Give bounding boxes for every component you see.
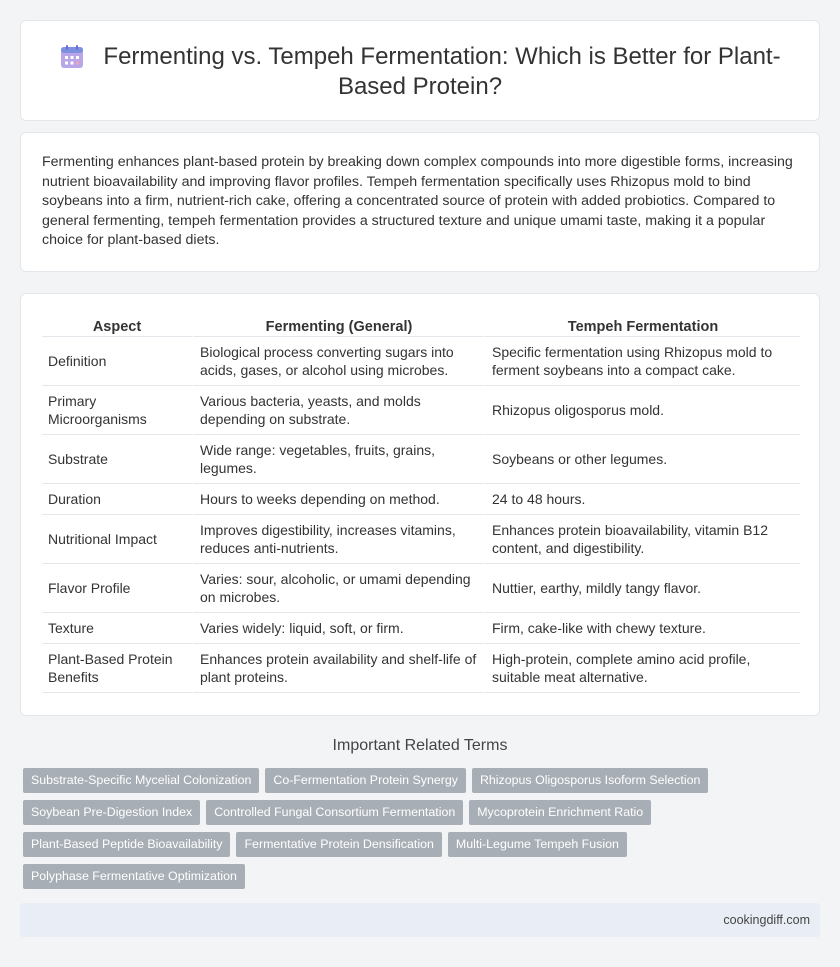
row-fermenting: Improves digestibility, increases vitamins, reduces anti-nutrients. [192,515,484,564]
comparison-card [20,293,820,716]
table-row [42,613,800,644]
row-fermenting: Enhances protein availability and shelf-life of plant proteins. [192,644,484,693]
row-tempeh: Firm, cake-like with chewy texture. [484,613,800,644]
row-aspect: Texture [42,613,192,644]
table-row [42,435,800,484]
related-term-tag[interactable]: Plant-Based Peptide Bioavailability [23,832,230,857]
header-card [20,20,820,121]
calendar-grid-icon [59,44,85,70]
row-aspect: Plant-Based Protein Benefits [42,644,192,693]
table-row [42,515,800,564]
row-aspect: Substrate [42,435,192,484]
related-term-tag[interactable]: Fermentative Protein Densification [236,832,441,857]
row-tempeh: 24 to 48 hours. [484,484,800,515]
table-row [42,337,800,386]
row-fermenting: Varies: sour, alcoholic, or umami depending on microbes. [192,564,484,613]
related-term-tag[interactable]: Polyphase Fermentative Optimization [23,864,245,889]
related-term-tag[interactable]: Substrate-Specific Mycelial Colonization [23,768,259,793]
row-fermenting: Various bacteria, yeasts, and molds depending on substrate. [192,386,484,435]
row-aspect: Nutritional Impact [42,515,192,564]
related-term-tag[interactable]: Co-Fermentation Protein Synergy [265,768,466,793]
header-tempeh: Tempeh Fermentation [484,315,800,337]
row-fermenting: Wide range: vegetables, fruits, grains, legumes. [192,435,484,484]
row-tempeh: Specific fermentation using Rhizopus mold to ferment soybeans into a compact cake. [484,337,800,386]
comparison-table [42,315,800,693]
row-aspect: Primary Microorganisms [42,386,192,435]
row-tempeh: Nuttier, earthy, mildly tangy flavor. [484,564,800,613]
table-row [42,386,800,435]
related-term-tag[interactable]: Rhizopus Oligosporus Isoform Selection [472,768,708,793]
row-fermenting: Varies widely: liquid, soft, or firm. [192,613,484,644]
row-fermenting: Hours to weeks depending on method. [192,484,484,515]
row-aspect: Duration [42,484,192,515]
page-title: Fermenting vs. Tempeh Fermentation: Which is Better for Plant-Based Protein? [103,43,781,100]
intro-paragraph: Fermenting enhances plant-based protein by breaking down complex compounds into more digestible forms, increasing nutrient bioavailability and improving flavor profiles. Tempeh fermentation specifically uses Rhizopus mold to bind soybeans into a firm, nutrient-rich cake, offering a concentrated source of protein with added probiotics. Compared to general fermenting, tempeh fermentation provides a structured texture and unique umami taste, making it a popular choice for plant-based diets. [42,154,793,248]
row-aspect: Flavor Profile [42,564,192,613]
row-tempeh: High-protein, complete amino acid profile, suitable meat alternative. [484,644,800,693]
row-tempeh: Rhizopus oligosporus mold. [484,386,800,435]
header-aspect: Aspect [42,315,192,337]
related-terms-list [23,768,723,896]
table-header-row [42,315,800,337]
related-term-tag[interactable]: Soybean Pre-Digestion Index [23,800,200,825]
page-title-row [21,42,819,102]
row-tempeh: Enhances protein bioavailability, vitamin B12 content, and digestibility. [484,515,800,564]
related-term-tag[interactable]: Mycoprotein Enrichment Ratio [469,800,651,825]
footer [20,903,820,937]
row-tempeh: Soybeans or other legumes. [484,435,800,484]
table-row [42,564,800,613]
table-row [42,644,800,693]
row-aspect: Definition [42,337,192,386]
related-term-tag[interactable]: Controlled Fungal Consortium Fermentation [206,800,463,825]
footer-site-link[interactable]: cookingdiff.com [723,913,810,927]
header-fermenting: Fermenting (General) [192,315,484,337]
related-term-tag[interactable]: Multi-Legume Tempeh Fusion [448,832,627,857]
intro-card [20,132,820,272]
row-fermenting: Biological process converting sugars into acids, gases, or alcohol using microbes. [192,337,484,386]
related-terms-title: Important Related Terms [332,737,508,754]
table-row [42,484,800,515]
